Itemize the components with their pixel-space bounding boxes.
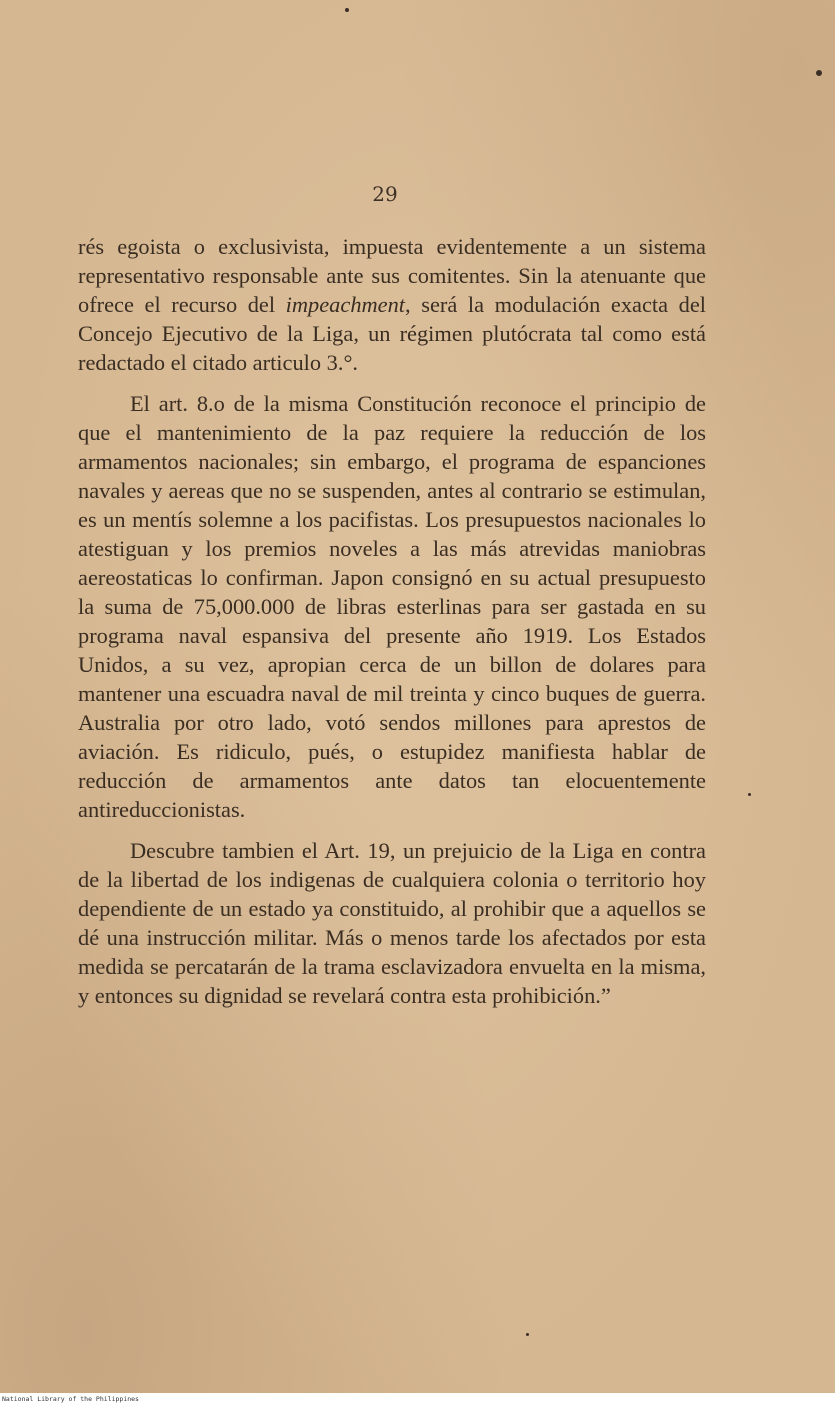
body-text [78, 232, 706, 1010]
ink-speck [816, 70, 822, 76]
paragraph-art-8: El art. 8.o de la misma Constitución reconoce el principio de que el mantenimiento de la paz requiere la reducción de los armamentos nacionales; sin embargo, el programa de espanciones navales y aereas que no se suspenden, antes al contrario se estimulan, es un mentís solemne a los pacifistas. Los presupuestos nacionales lo atestiguan y los premios noveles a las más atrevidas maniobras aereostaticas lo confirman. Japon consignó en su actual presupuesto la suma de 75,000.000 de libras esterlinas para ser gastada en su programa naval espansiva del presente año 1919. Los Estados Unidos, a su vez, apropian cerca de un billon de dolares para mantener una escuadra naval de mil treinta y cinco buques de guerra. Australia por otro lado, votó sendos millones para aprestos de aviación. Es ridiculo, pués, o estupidez manifiesta hablar de reducción de armamentos ante datos tan elocuentemente antireduccionistas. [78, 391, 706, 822]
ink-speck [748, 793, 751, 796]
ink-speck [526, 1333, 529, 1336]
ink-speck [345, 8, 349, 12]
paragraph-art-19: Descubre tambien el Art. 19, un prejuicio de la Liga en contra de la libertad de los indigenas de cualquiera colonia o territorio hoy dependiente de un estado ya constituido, al prohibir que a aquellos se dé una instrucción militar. Más o menos tarde los afectados por esta medida se percatarán de la trama esclavizadora envuelta en la misma, y entonces su dignidad se revelará contra esta prohibición.” [78, 838, 706, 1008]
italic-term: impeachment [285, 292, 406, 317]
paragraph-continuation: rés egoista o exclusivista, impuesta evidentemente a un sistema representativo responsable ante sus comitentes. Sin la atenuante que ofrece el recurso del impeachment, será la modulación exacta del Concejo Ejecutivo de la Liga, un régimen plutócrata tal como está redactado el citado articulo 3.°. [78, 234, 706, 375]
page-number: 29 [372, 182, 398, 206]
library-credit: National Library of the Philippines [2, 1395, 139, 1403]
